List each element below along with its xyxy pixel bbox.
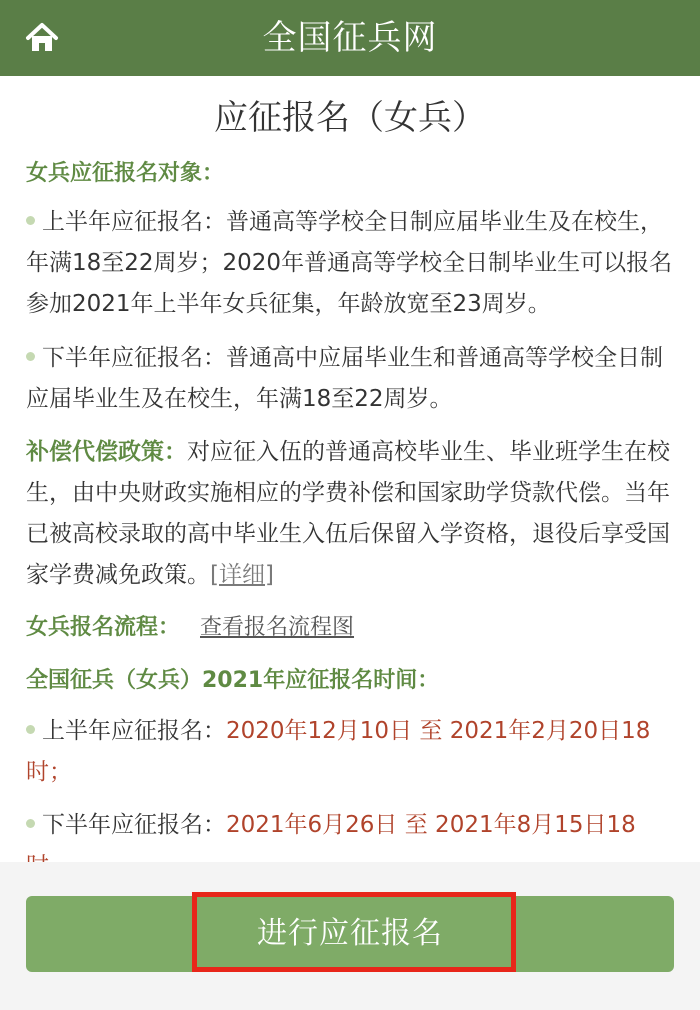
compensation-policy [26,432,674,596]
home-button[interactable] [24,20,60,56]
page-title: 应征报名（女兵） [214,98,486,138]
bullet-icon [26,216,35,225]
targets-heading: 女兵应征报名对象： [26,161,225,186]
first-half-time-label: 上半年应征报名： [42,718,226,744]
first-half-time-value: 2020年12月10日 至 2021年2月20日18时； [26,718,651,785]
second-half-time-value: 2021年6月26日 至 2021年8月15日18 [226,812,636,838]
flow-chart-link[interactable]: 查看报名流程图 [200,615,355,640]
first-half-target-text: 上半年应征报名：普通高等学校全日制应届毕业生及在校生，年满18至22周岁；2020年普通高等学校全日制毕业生可以报名参加2021年上半年女兵征集，年龄放宽至23周岁。 [26,209,673,317]
second-half-target [26,338,674,420]
flow-heading: 女兵报名流程： [26,615,181,640]
compensation-text: 对应征入伍的普通高校毕业生、毕业班学生在校生，由中央财政实施相应的学费补偿和国家助学贷款代偿。当年已被高校录取的高中毕业生入伍后保留入学资格，退役后享受国家学费减免政策。 [26,439,670,588]
site-title: 全国征兵网 [262,18,438,58]
second-half-target-text: 下半年应征报名：普通高中应届毕业生和普通高等学校全日制应届毕业生及在校生，年满18至22周岁。 [26,345,663,412]
first-half-time [26,711,674,793]
bullet-icon [26,819,35,828]
compensation-label: 补偿代偿政策： [26,439,187,465]
first-half-target [26,202,674,325]
second-half-time-label: 下半年应征报名： [42,812,226,838]
home-icon [24,20,60,56]
register-button[interactable]: 进行应征报名 [26,896,674,972]
bullet-icon [26,352,35,361]
main-content [0,76,700,862]
detail-link[interactable]: [详细] [210,562,274,588]
time-heading: 全国征兵（女兵）2021年应征报名时间： [26,668,440,693]
footer-bar [0,862,700,1010]
bullet-icon [26,725,35,734]
app-header [0,0,700,76]
